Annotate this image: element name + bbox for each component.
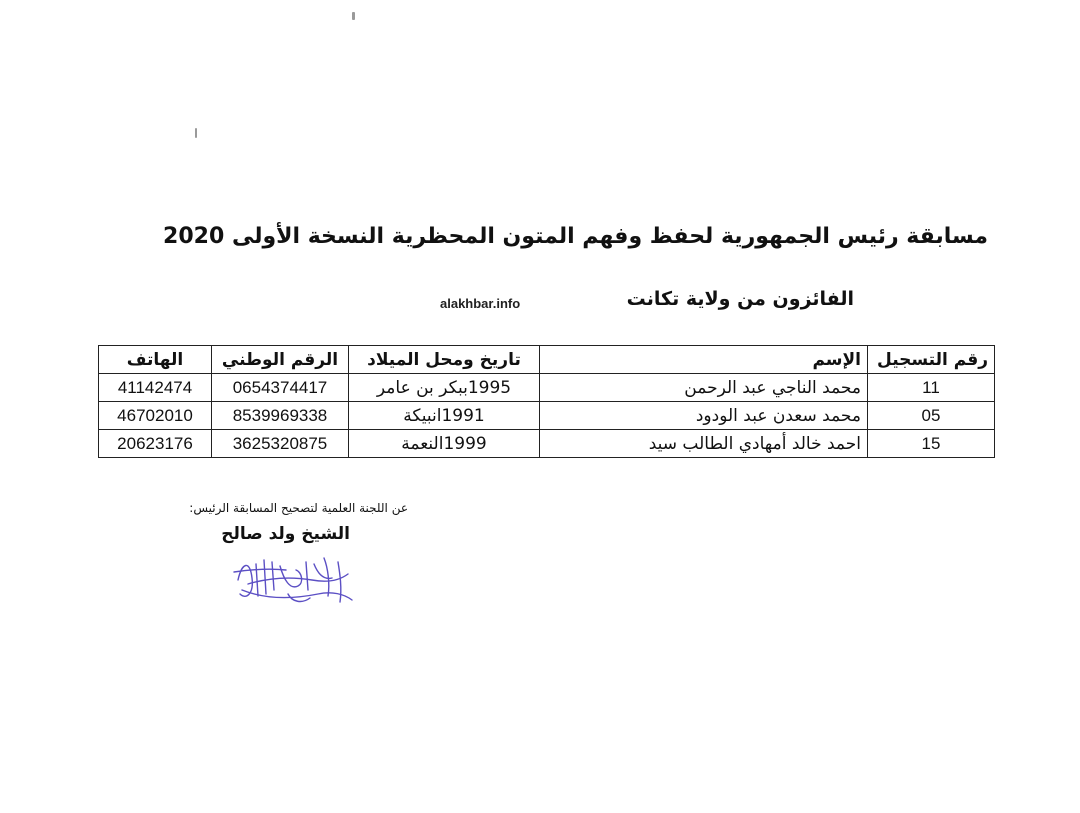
table-row xyxy=(99,374,995,402)
cell-registration: 15 xyxy=(868,430,995,458)
table-row xyxy=(99,430,995,458)
document-title: مسابقة رئيس الجمهورية لحفظ وفهم المتون المحظرية النسخة الأولى 2020 xyxy=(163,224,988,249)
cell-registration: 05 xyxy=(868,402,995,430)
committee-label: عن اللجنة العلمية لتصحيح المسابقة الرئيس: xyxy=(189,501,408,515)
cell-phone: 41142474 xyxy=(99,374,212,402)
table-header-row xyxy=(99,346,995,374)
chair-name: الشيخ ولد صالح xyxy=(221,524,350,544)
cell-name: احمد خالد أمهادي الطالب سيد xyxy=(540,430,868,458)
header-birth: تاريخ ومحل الميلاد xyxy=(349,346,540,374)
scan-mark xyxy=(195,128,197,138)
cell-national-id: 0654374417 xyxy=(212,374,349,402)
cell-name: محمد سعدن عبد الودود xyxy=(540,402,868,430)
cell-phone: 46702010 xyxy=(99,402,212,430)
header-phone: الهاتف xyxy=(99,346,212,374)
cell-birth: 1995ببكر بن عامر xyxy=(349,374,540,402)
cell-birth: 1991انبيكة xyxy=(349,402,540,430)
header-name: الإسم xyxy=(540,346,868,374)
cell-registration: 11 xyxy=(868,374,995,402)
document-subtitle: الفائزون من ولاية تكانت xyxy=(626,288,854,310)
header-national-id: الرقم الوطني xyxy=(212,346,349,374)
scan-mark xyxy=(352,12,355,20)
cell-phone: 20623176 xyxy=(99,430,212,458)
table-row xyxy=(99,402,995,430)
header-registration: رقم التسجيل xyxy=(868,346,995,374)
cell-name: محمد الناجي عبد الرحمن xyxy=(540,374,868,402)
cell-national-id: 8539969338 xyxy=(212,402,349,430)
source-watermark: alakhbar.info xyxy=(440,296,521,311)
cell-birth: 1999النعمة xyxy=(349,430,540,458)
winners-table xyxy=(98,345,995,458)
cell-national-id: 3625320875 xyxy=(212,430,349,458)
signature xyxy=(228,550,358,610)
